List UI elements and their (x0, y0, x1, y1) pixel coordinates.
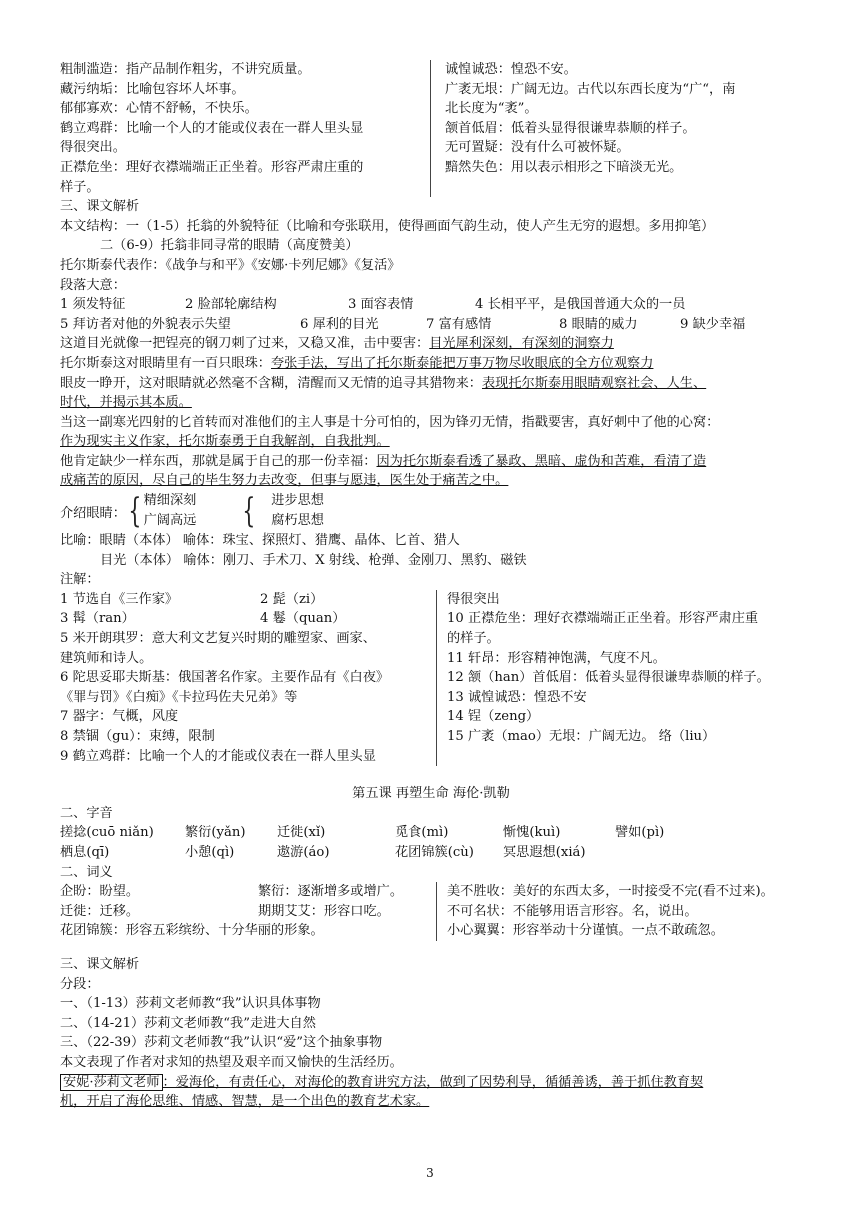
eyes-item: 腐朽思想 (271, 513, 324, 529)
vocab-item: 期期艾艾：形容口吃。 (258, 903, 390, 919)
summary-item: 7 富有感情 (426, 316, 492, 332)
analysis-line (60, 432, 802, 452)
pronunciation-item: 繁衍(yǎn) (185, 825, 246, 841)
vocab-line (60, 902, 430, 922)
pronunciation-item: 觅食(mì) (395, 825, 449, 841)
vocab-line: 不可名状：不能够用语言形容。名，说出。 (447, 903, 698, 919)
definition-line: 得很突出。 (60, 140, 126, 156)
note-line: 14 锃（zeng） (447, 709, 540, 725)
vocab-line: 小心翼翼：形容举动十分谨慎。一点不敢疏忽。 (447, 923, 724, 939)
notes-left-column (60, 590, 436, 766)
eyes-item: 广阔高远 (143, 513, 197, 529)
definition-line: 样子。 (60, 179, 100, 195)
analysis-underlined: 目光犀利深刻，有深刻的洞察力 (429, 336, 614, 352)
summary-item: 3 面容表情 (348, 297, 414, 313)
paragraph-summary-row (60, 295, 802, 315)
section-heading: 三、课文解析 (60, 199, 140, 215)
definition-line: 郁郁寡欢：心情不舒畅，不快乐。 (60, 101, 258, 117)
note-line: 的样子。 (447, 631, 500, 647)
summary-item: 9 缺少幸福 (680, 316, 746, 332)
segment-heading: 分段： (60, 976, 100, 992)
note-line (60, 609, 430, 629)
vocab-item: 企盼：盼望。 (60, 884, 140, 900)
note-item: 3 髯（ran） (60, 611, 135, 627)
eyes-item: 精细深刻 (143, 493, 197, 509)
note-line: 建筑师和诗人。 (60, 650, 153, 666)
analysis-underlined: 成痛苦的原因，尽自己的毕生努力去改变，但事与愿违，医生处于痛苦之中。 (60, 473, 509, 489)
analysis-line (60, 413, 802, 433)
structure-line: 本文结构：一（1-5）托翁的外貌特征（比喻和夸张联用，使得画面气韵生动，使人产生无穷的遐想。多用抑笔） (60, 218, 715, 234)
teacher-description: 机，开启了海伦思维、情感、智慧，是一个出色的教育艺术家。 (60, 1094, 430, 1110)
note-item: 1 节选自《三作家》 (60, 591, 179, 607)
quote-text: 眼皮一睁开，这对眼睛就必然毫不含糊，清醒而又无情的追寻其猎物来： (60, 375, 482, 391)
pronunciation-item: 小憩(qì) (185, 844, 235, 860)
definition-line: 广袤无垠：广阔无边。古代以东西长度为“广“，南 (445, 81, 736, 97)
eyes-group-a (144, 491, 240, 530)
vocab-block (60, 882, 802, 941)
note-line: 5 米开朗琪罗：意大利文艺复兴时期的雕塑家、画家、 (60, 631, 376, 647)
note-item: 4 鬈（quan） (260, 611, 346, 627)
analysis-underlined: 作为现实主义作家，托尔斯泰勇于自我解剖，自我批判。 (60, 434, 390, 450)
brace-icon: { (241, 491, 255, 532)
section-heading: 三、课文解析 (60, 956, 140, 972)
theme-line: 本文表现了作者对求知的热望及艰辛而又愉快的生活经历。 (60, 1054, 403, 1070)
note-line: 7 器字：气概，风度 (60, 709, 179, 725)
quote-text: 这道目光就像一把锃亮的钢刀刺了过来，又稳又准，击中要害： (60, 336, 430, 352)
paragraph-summary-heading: 段落大意： (60, 277, 126, 293)
quote-text: 当这一副寒光四射的匕首转而对准他们的主人事是十分可怕的，因为锋刃无情，指戳要害，真好刺中了他的心窝： (60, 414, 720, 430)
segment-line: 二、（14-21）莎莉文老师教“我”走进大自然 (60, 1015, 316, 1031)
pronunciation-grid (60, 823, 802, 862)
segment-line: 三、（22-39）莎莉文老师教“我”认识“爱”这个抽象事物 (60, 1035, 383, 1051)
note-line: 10 正襟危坐：理好衣襟端端正正坐着。形容严肃庄重 (447, 611, 759, 627)
document-page (60, 60, 802, 1112)
summary-item: 8 眼睛的威力 (559, 316, 638, 332)
quote-text: 他肯定缺少一样东西，那就是属于自己的那一份幸福： (60, 453, 377, 469)
vocab-left-column (60, 882, 436, 941)
pronunciation-item: 搓捻(cuō niǎn) (60, 825, 154, 841)
note-line: 得很突出 (447, 591, 500, 607)
analysis-line (60, 354, 802, 374)
vocab-right-column (436, 882, 802, 941)
teacher-line (60, 1092, 802, 1112)
brace-icon: { (128, 491, 142, 532)
pronunciation-item: 譬如(pì) (615, 825, 665, 841)
note-line: 8 禁锢（gu）：束缚，限制 (60, 729, 215, 744)
metaphor-line: 目光（本体） 喻体：刚刀、手术刀、X 射线、枪弹、金刚刀、黑豹、磁铁 (100, 552, 527, 568)
lesson-title: 第五课 再塑生命 海伦·凯勒 (352, 786, 510, 802)
eyes-item: 进步思想 (271, 493, 324, 509)
section-heading: 二、字音 (60, 805, 113, 821)
analysis-underlined: 表现托尔斯泰用眼睛观察社会、人生、 (482, 375, 707, 391)
analysis-line (60, 452, 802, 472)
analysis-line (60, 471, 802, 491)
analysis-line (60, 393, 802, 413)
definition-line: 正襟危坐：理好衣襟端端正正坐着。形容严肃庄重的 (60, 159, 364, 175)
teacher-name-box: 安妮·莎莉文老师 (60, 1074, 163, 1091)
top-right-column (430, 60, 802, 197)
vocab-line (60, 882, 430, 902)
summary-item: 1 须发特征 (60, 297, 126, 313)
vocab-item: 迁徙：迁移。 (60, 903, 140, 919)
top-left-column (60, 60, 430, 197)
analysis-underlined: 因为托尔斯泰看透了暴政、黑暗、虚伪和苦难，看清了造 (376, 453, 707, 469)
works-line: 托尔斯泰代表作：《战争与和平》《安娜·卡列尼娜》《复活》 (60, 257, 401, 273)
note-line: 13 诚惶诚恐：惶恐不安 (447, 689, 587, 705)
summary-item: 6 犀利的目光 (300, 316, 379, 332)
note-line (60, 590, 430, 610)
quote-text: 托尔斯泰这对眼睛里有一百只眼珠： (60, 355, 271, 371)
analysis-line (60, 374, 802, 394)
definition-line: 藏污纳垢：比喻包容坏人坏事。 (60, 81, 245, 97)
note-line: 15 广袤（mao）无垠：广阔无边。 络（liu） (447, 729, 716, 744)
analysis-line (60, 334, 802, 354)
teacher-line (60, 1073, 802, 1093)
definition-line: 颔首低眉：低着头显得很谦卑恭顺的样子。 (445, 120, 696, 136)
pronunciation-item: 栖息(qī) (60, 844, 110, 860)
page-number: 3 (426, 1166, 434, 1180)
structure-line: 二（6-9）托翁非同寻常的眼睛（高度赞美） (100, 238, 359, 254)
section-heading: 二、词义 (60, 864, 113, 880)
notes-heading: 注解： (60, 572, 100, 588)
pronunciation-item: 遨游(áo) (277, 844, 330, 860)
analysis-underlined: 夸张手法，写出了托尔斯泰能把万事万物尽收眼底的全方位观察力 (271, 355, 654, 371)
vocab-line: 美不胜收：美好的东西太多，一时接受不完(看不过来)。 (447, 884, 774, 900)
vocab-item: 繁衍：逐渐增多或增广。 (258, 884, 404, 900)
definition-line: 粗制滥造：指产品制作粗劣，不讲究质量。 (60, 62, 311, 77)
vocab-line: 花团锦簇：形容五彩缤纷、十分华丽的形象。 (60, 923, 324, 939)
definition-line: 诚惶诚恐：惶恐不安。 (445, 62, 577, 77)
vocab-definitions-top (60, 60, 802, 197)
definition-line: 黯然失色：用以表示相形之下暗淡无光。 (445, 159, 683, 175)
eyes-intro-block (60, 491, 802, 531)
note-item: 2 髭（zi） (260, 591, 324, 607)
summary-item: 4 长相平平，是俄国普通大众的一员 (475, 297, 686, 313)
paragraph-summary-row (60, 315, 802, 335)
note-line: 9 鹤立鸡群：比喻一个人的才能或仪表在一群人里头显 (60, 748, 376, 764)
pronunciation-item: 冥思遐想(xiá) (503, 844, 586, 860)
pronunciation-item: 迁徙(xǐ) (277, 825, 326, 841)
notes-right-column (436, 590, 802, 766)
eyes-label: 介绍眼睛： (60, 505, 126, 521)
segment-line: 一、（1-13）莎莉文老师教“我”认识具体事物 (60, 996, 321, 1012)
note-line: 11 轩昂：形容精神饱满，气度不凡。 (447, 650, 666, 666)
eyes-group-b (257, 491, 324, 530)
summary-item: 5 拜访者对他的外貌表示失望 (60, 316, 231, 332)
definition-line: 无可置疑：没有什么可被怀疑。 (445, 140, 630, 156)
notes-block (60, 590, 802, 766)
definition-line: 北长度为“袤”。 (445, 101, 538, 117)
note-line: 12 颔（han）首低眉：低着头显得很谦卑恭顺的样子。 (447, 670, 770, 686)
analysis-underlined: 时代，并揭示其本质。 (60, 395, 192, 411)
note-line: 6 陀思妥耶夫斯基：俄国著名作家。主要作品有《白夜》 (60, 670, 390, 686)
pronunciation-item (615, 843, 735, 863)
pronunciation-item: 花团锦簇(cù) (395, 844, 474, 860)
metaphor-line: 比喻：眼睛（本体） 喻体：珠宝、探照灯、猎鹰、晶体、匕首、猎人 (60, 533, 460, 549)
note-line: 《罪与罚》《白痴》《卡拉玛佐夫兄弟》等 (60, 689, 298, 705)
teacher-description: ：爱海伦，有责任心，对海伦的教育讲究方法，做到了因势利导，循循善诱，善于抓住教育契 (162, 1074, 704, 1090)
pronunciation-item: 惭愧(kuì) (503, 825, 561, 841)
summary-item: 2 脸部轮廓结构 (185, 297, 277, 313)
definition-line: 鹤立鸡群：比喻一个人的才能或仪表在一群人里头显 (60, 120, 364, 136)
